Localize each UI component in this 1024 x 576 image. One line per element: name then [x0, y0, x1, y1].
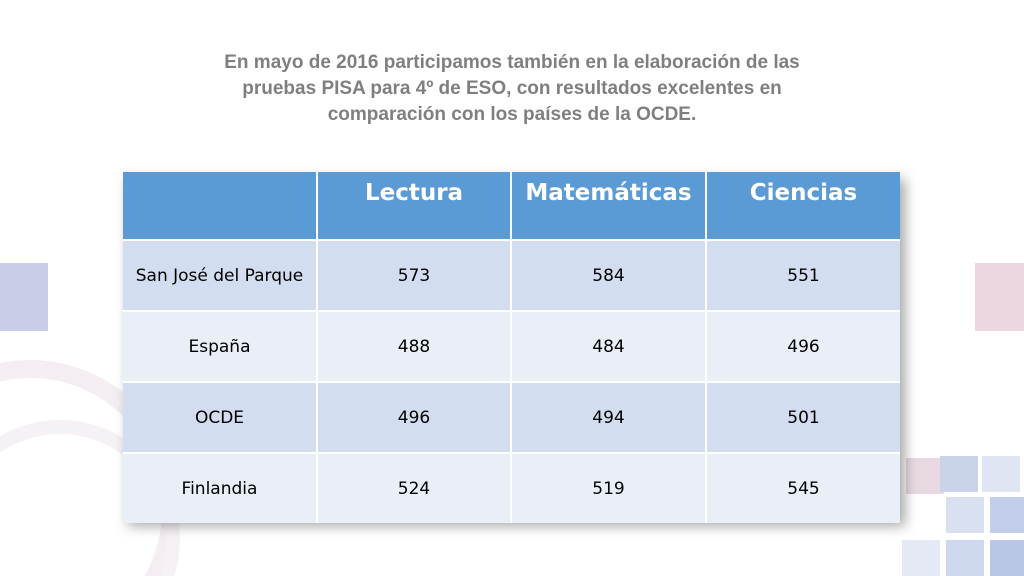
table-row	[123, 311, 900, 382]
score-cell: 524	[317, 453, 511, 523]
score-cell: 496	[706, 311, 900, 382]
title-line: pruebas PISA para 4º de ESO, con resultados excelentes en	[242, 78, 782, 99]
decorative-tile	[902, 540, 940, 576]
score-cell: 573	[317, 240, 511, 311]
header-cell-lectura: Lectura	[317, 172, 511, 240]
decorative-tile	[940, 456, 978, 492]
decorative-tile	[946, 540, 984, 576]
row-label: Finlandia	[123, 453, 317, 523]
decorative-tile	[906, 458, 944, 494]
decorative-tile	[990, 540, 1024, 576]
slide-title	[150, 50, 874, 128]
score-cell: 484	[511, 311, 706, 382]
score-cell: 584	[511, 240, 706, 311]
table-header-row	[123, 172, 900, 240]
score-cell: 545	[706, 453, 900, 523]
score-cell: 496	[317, 382, 511, 453]
score-cell: 501	[706, 382, 900, 453]
score-cell: 488	[317, 311, 511, 382]
table-row	[123, 453, 900, 523]
row-label: España	[123, 311, 317, 382]
score-cell: 551	[706, 240, 900, 311]
row-label: San José del Parque	[123, 240, 317, 311]
header-cell-ciencias: Ciencias	[706, 172, 900, 240]
score-cell: 519	[511, 453, 706, 523]
pisa-results-table	[123, 172, 900, 523]
score-cell: 494	[511, 382, 706, 453]
header-cell-empty	[123, 172, 317, 240]
table-row	[123, 240, 900, 311]
decorative-tile	[982, 456, 1020, 492]
decorative-square	[0, 263, 48, 331]
row-label: OCDE	[123, 382, 317, 453]
table-row	[123, 382, 900, 453]
header-cell-matematicas: Matemáticas	[511, 172, 706, 240]
decorative-tile	[990, 497, 1024, 533]
title-line: En mayo de 2016 participamos también en la elaboración de las	[224, 52, 800, 73]
title-line: comparación con los países de la OCDE.	[327, 104, 697, 125]
decorative-square	[975, 263, 1024, 331]
decorative-tile	[946, 497, 984, 533]
